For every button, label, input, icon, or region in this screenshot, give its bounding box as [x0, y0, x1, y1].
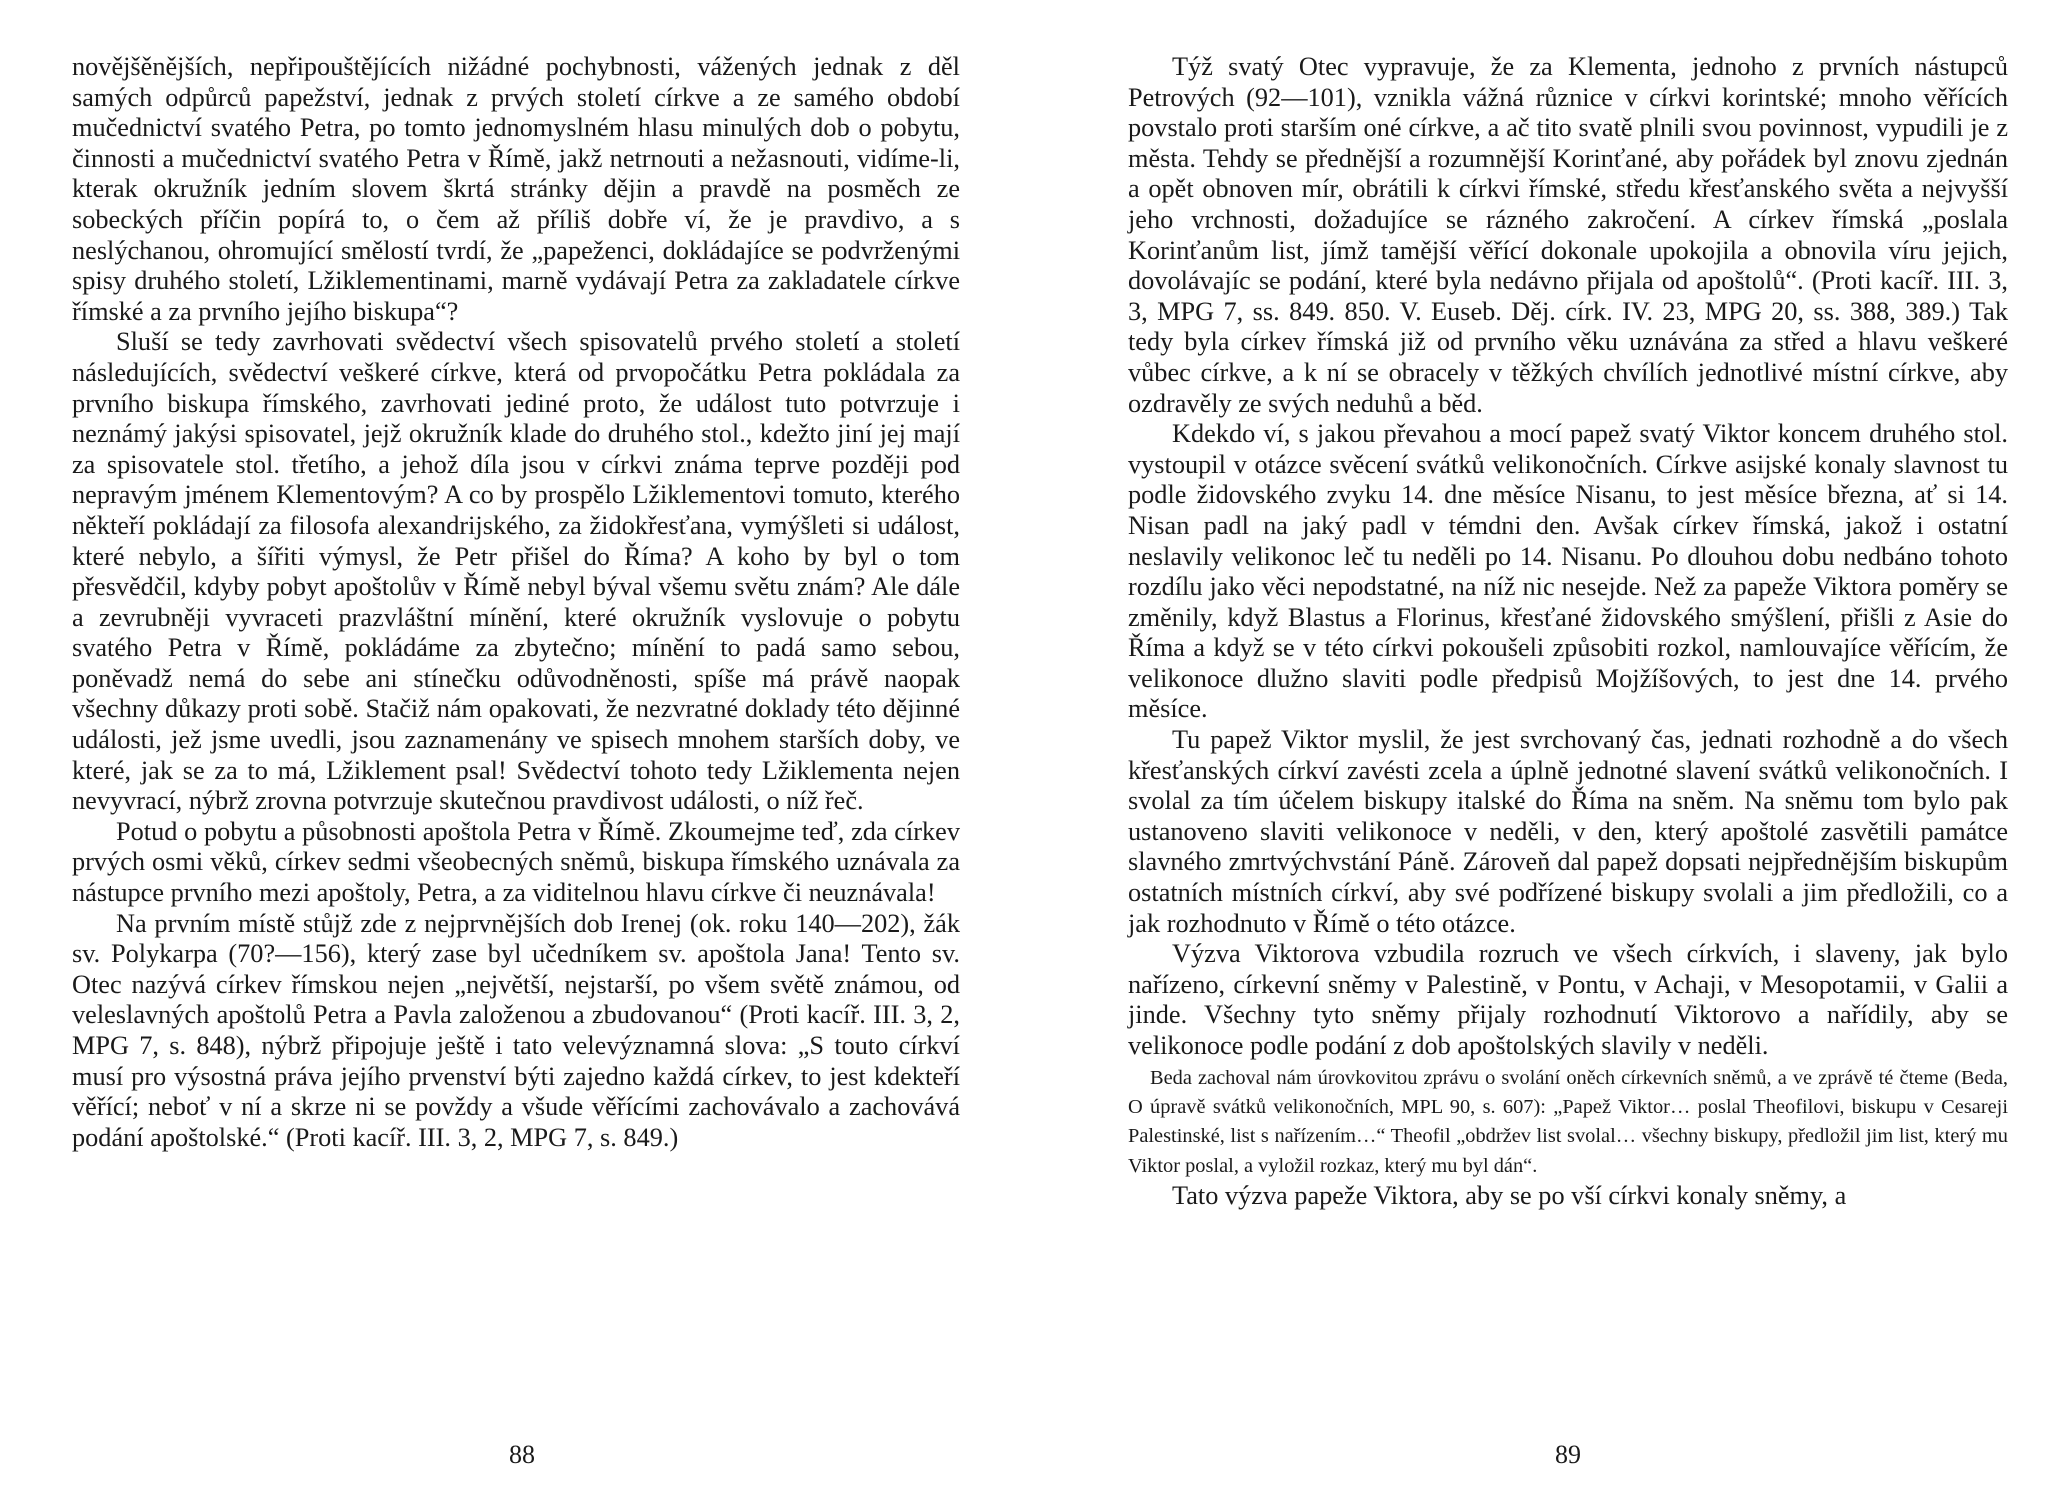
right-paragraph-1: Týž svatý Otec vypravuje, že za Klementa, jednoho z prvních nástupců Petrových (92—101), vznikla vážná různice v církvi korintské; mnoho věřících povstalo proti starším oné církve, a ač tito svatě plnili svou povinnost, vypudili je z města. Tehdy se přednější a rozumnější Korinťané, aby pořádek byl znovu zjednán a opět obnoven mír, obrátili k církvi římské, středu křesťanského světa a nejvyšší jeho vrchnosti, dožadujíce se rázného zakročení. A církev římská „poslala Korinťanům list, jímž tamější věřící dokonale upokojila a obnovila víru jejich, dovolávajíc se podání, které byla nedávno přijala od apoštolů“. (Proti kacíř. III. 3, 3, MPG 7, ss. 849. 850. V. Euseb. Děj. círk. IV. 23, MPG 20, ss. 388, 389.) Tak tedy byla církev římská již od prvního věku uznávána za střed a hlavu veškeré vůbec církve, a k ní se obracely v těžkých chvílích jednotlivé místní církve, aby ozdravěly ze svých neduhů a běd.	[1128, 52, 2008, 418]
right-paragraph-2: Kdekdo ví, s jakou převahou a mocí papež svatý Viktor koncem druhého stol. vystoupil v otázce svěcení svátků velikonočních. Církve asijské konaly slavnost tu podle židovského zvyku 14. dne měsíce Nisanu, to jest měsíce března, ať si 14. Nisan padl na jaký padl v témdni den. Avšak církev římská, jakož i ostatní neslavily velikonoc leč tu neděli po 14. Nisanu. Po dlouhou dobu nedbáno tohoto rozdílu jako věci nepodstatné, na níž nic nesejde. Než za papeže Viktora poměry se změnily, když Blastus a Florinus, křesťané židovského smýšlení, přišli z Asie do Říma a když se v této církvi pokoušeli způsobiti rozkol, namlouvajíce věřícím, že velikonoce dlužno slaviti podle předpisů Mojžíšových, to jest dne 14. prvého měsíce.	[1128, 419, 2008, 724]
footnote: Beda zachoval nám úrovkovitou zprávu o svolání oněch církevních sněmů, a ve zprávě té čteme (Beda, O úpravě svátků velikonočních, MPL 90, s. 607): „Papež Viktor… poslal Theofilovi, biskupu v Cesareji Palestinské, list s nařízením…“ Theofil „obdržev list svolal… všechny biskupy, předložil jim list, který mu Viktor poslal, a vyložil rozkaz, který mu byl dán“.	[1128, 1066, 2008, 1177]
right-paragraph-4: Výzva Viktorova vzbudila rozruch ve všech církvích, i slaveny, jak bylo nařízeno, církevní sněmy v Palestině, v Pontu, v Achaji, v Mesopotamii, v Galii a jinde. Všechny tyto sněmy přijaly rozhodnutí Viktorovo a nařídily, aby se velikonoce podle podání z dob apoštolských slavily v neděli.	[1128, 939, 2008, 1060]
left-paragraph-4: Na prvním místě stůjž zde z nejprvnějších dob Irenej (ok. roku 140—202), žák sv. Polykarpa (70?—156), který zase byl učedníkem sv. apoštola Jana! Tento sv. Otec nazývá církev římskou nejen „největší, nejstarší, po všem světě známou, od veleslavných apoštolů Petra a Pavla založenou a zbudovanou“ (Proti kacíř. III. 3, 2, MPG 7, s. 848), nýbrž připojuje ještě i tato velevýznamná slova: „S touto církví musí pro výsostná práva jejího prvenství býti zajedno každá církev, to jest kdekteří věřící; neboť v ní a skrze ni se povždy a všude věřícími zachovávalo a zachovává podání apoštolské.“ (Proti kacíř. III. 3, 2, MPG 7, s. 849.)	[72, 908, 960, 1152]
left-paragraph-3: Potud o pobytu a působnosti apoštola Petra v Římě. Zkoumejme teď, zda církev prvých osmi věků, církev sedmi všeobecných sněmů, biskupa římského uznávala za nástupce prvního mezi apoštoly, Petra, a za viditelnou hlavu církve či neuznávala!	[72, 816, 960, 908]
right-page-number: 89	[1555, 1440, 1581, 1469]
left-paragraph-2: Sluší se tedy zavrhovati svědectví všech spisovatelů prvého století a století následujících, svědectví veškeré církve, která od prvopočátku Petra pokládala za prvního biskupa římského, zavrhovati jediné proto, že událost tuto potvrzuje i neznámý jakýsi spisovatel, jejž okružník klade do druhého stol., kdežto jiní jej mají za spisovatele stol. třetího, a jehož díla jsou v církvi známa teprve později pod nepravým jménem Klementovým? A co by prospělo Lžiklementovi tomuto, kterého někteří pokládají za filosofa alexandrijského, za židokřesťana, vymýšleti si událost, které nebylo, a šířiti výmysl, že Petr přišel do Říma? A koho by byl o tom přesvědčil, kdyby pobyt apoštolův v Římě nebyl býval všemu světu znám? Ale dále a zevrubněji vyvraceti prazvláštní mínění, které okružník vyslovuje o pobytu svatého Petra v Římě, pokládáme za zbytečno; mínění to padá samo sebou, poněvadž nemá do sebe ani stínečku odůvodněnosti, spíše má právě naopak všechny důkazy proti sobě. Stačiž nám opakovati, že nezvratné doklady této dějinné události, jež jsme uvedli, jsou zaznamenány ve spisech mnohem starších doby, ve které, jak se za to má, Lžiklement psal! Svědectví tohoto tedy Lžiklementa nejen nevyvrací, nýbrž zrovna potvrzuje skutečnou pravdivost události, o níž řeč.	[72, 327, 960, 816]
left-page-number: 88	[509, 1440, 535, 1469]
left-paragraph-1: novějšěnějších, nepřipouštějících nižádné pochybnosti, vážených jednak z děl samých odpůrců papežství, jednak z prvých století církve a ze samého období mučednictví svatého Petra, po tomto jednomyslném hlasu minulých dob o pobytu, činnosti a mučednictví svatého Petra v Římě, jakž netrnouti a nežasnouti, vidíme-li, kterak okružník jedním slovem škrtá stránky dějin a pravdě na posměch ze sobeckých příčin popírá to, o čem až příliš dobře ví, že je pravdivo, a s neslýchanou, ohromující smělostí tvrdí, že „papeženci, dokládajíce se podvrženými spisy druhého století, Lžiklementinami, marně vydávají Petra za zakladatele církve římské a za prvního jejího biskupa“?	[72, 52, 960, 326]
right-paragraph-3: Tu papež Viktor myslil, že jest svrchovaný čas, jednati rozhodně a do všech křesťanských církví zavésti zcela a úplně jednotné slavení svátků velikonočních. I svolal za tím účelem biskupy italské do Říma na sněm. Na sněmu tom bylo pak ustanoveno slaviti velikonoce v neděli, v den, který apoštolé zasvětili památce slavného zmrtvýchvstání Páně. Zároveň dal papež dopsati nejpřednějším biskupům ostatních místních církví, aby své podřízené biskupy svolali a jim předložili, co a jak rozhodnuto v Římě o této otázce.	[1128, 725, 2008, 938]
right-paragraph-5: Tato výzva papeže Viktora, aby se po vší církvi konaly sněmy, a	[1172, 1181, 1847, 1211]
right-page	[1128, 52, 2008, 1212]
left-page	[72, 52, 960, 1153]
